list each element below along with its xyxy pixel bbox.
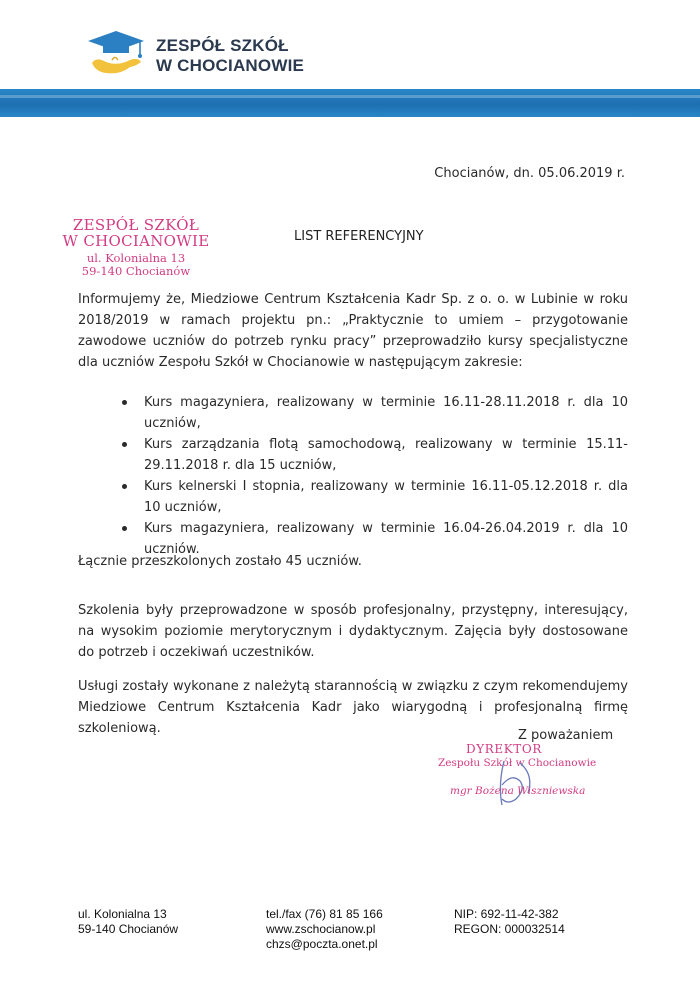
quality-paragraph: Szkolenia były przeprowadzone w sposób profesjonalny, przystępny, interesujący, na wysokim poziomie merytorycznym i dydaktycznym. Zajęcia były dostosowane do potrzeb i oczekiwań uczestników. [78, 603, 628, 660]
header-band [0, 89, 700, 117]
footer-street: ul. Kolonialna 13 [78, 907, 167, 921]
footer-phone: tel./fax (76) 81 85 166 [266, 907, 383, 921]
intro-middle: w Lubinie w roku 2018/2019 w ramach projektu pn.: [78, 292, 628, 328]
signature-name: mgr Bożena Wiszniewska [450, 785, 586, 797]
course-list [78, 392, 628, 560]
project-name: „Praktycznie to umiem – przygotowanie zawodowe uczniów do potrzeb rynku pracy” [78, 313, 628, 349]
footer-registry [454, 907, 565, 937]
list-item: Kurs kelnerski I stopnia, realizowany w terminie 16.11-05.12.2018 r. dla 10 uczniów, [78, 476, 628, 518]
total-trained: Łącznie przeszkolonych zostało 45 uczniów. [78, 554, 362, 569]
stamp-line3: ul. Kolonialna 13 [86, 251, 186, 265]
closing-phrase: Z poważaniem [518, 728, 614, 743]
school-name-line2: W CHOCIANOWIE [156, 56, 305, 75]
footer-email-link[interactable]: chzs@poczta.onet.pl [266, 937, 378, 951]
list-item: Kurs zarządzania flotą samochodową, realizowany w terminie 15.11-29.11.2018 r. dla 15 uczniów, [78, 434, 628, 476]
graduation-cap-lamp-icon [86, 29, 146, 77]
intro-suffix: przeprowadziło kursy specjalistyczne dla uczniów Zespołu Szkół w Chocianowie w następującym zakresie: [78, 334, 628, 370]
footer-website-link[interactable]: www.zschocianow.pl [266, 922, 376, 936]
stamp-line4: 59-140 Chocianów [81, 264, 191, 278]
document-title: LIST REFERENCYJNY [294, 229, 424, 244]
signature-title: DYREKTOR [466, 742, 542, 756]
stamp-line2: W CHOCIANOWIE [62, 232, 210, 250]
list-item: Kurs magazyniera, realizowany w terminie 16.04-26.04.2019 r. dla 10 uczniów. [78, 518, 628, 560]
footer-regon: REGON: 000032514 [454, 922, 565, 936]
school-name-line1: ZESPÓŁ SZKÓŁ [156, 36, 289, 55]
company-name: Miedziowe Centrum Kształcenia Kadr Sp. z o. o. [190, 292, 510, 307]
footer-address [78, 907, 178, 937]
intro-paragraph [78, 289, 628, 373]
stamp-line1: ZESPÓŁ SZKÓŁ [72, 216, 200, 234]
school-stamp [60, 217, 212, 278]
signature-school: Zespołu Szkół w Chocianowie [438, 757, 597, 769]
handwritten-signature [490, 755, 538, 811]
footer-nip: NIP: 692-11-42-382 [454, 907, 559, 921]
intro-prefix: Informujemy że, [78, 292, 191, 307]
letter-date: Chocianów, dn. 05.06.2019 r. [434, 166, 625, 181]
list-item: Kurs magazyniera, realizowany w terminie 16.11-28.11.2018 r. dla 10 uczniów, [78, 392, 628, 434]
footer-contact [266, 907, 383, 952]
recommendation-paragraph: Usługi zostały wykonane z należytą starannością w związku z czym rekomendujemy Miedziowe Centrum Kształcenia Kadr jako wiarygodną i profesjonalną firmę szkoleniową. [78, 679, 628, 736]
footer-city: 59-140 Chocianów [78, 922, 179, 936]
